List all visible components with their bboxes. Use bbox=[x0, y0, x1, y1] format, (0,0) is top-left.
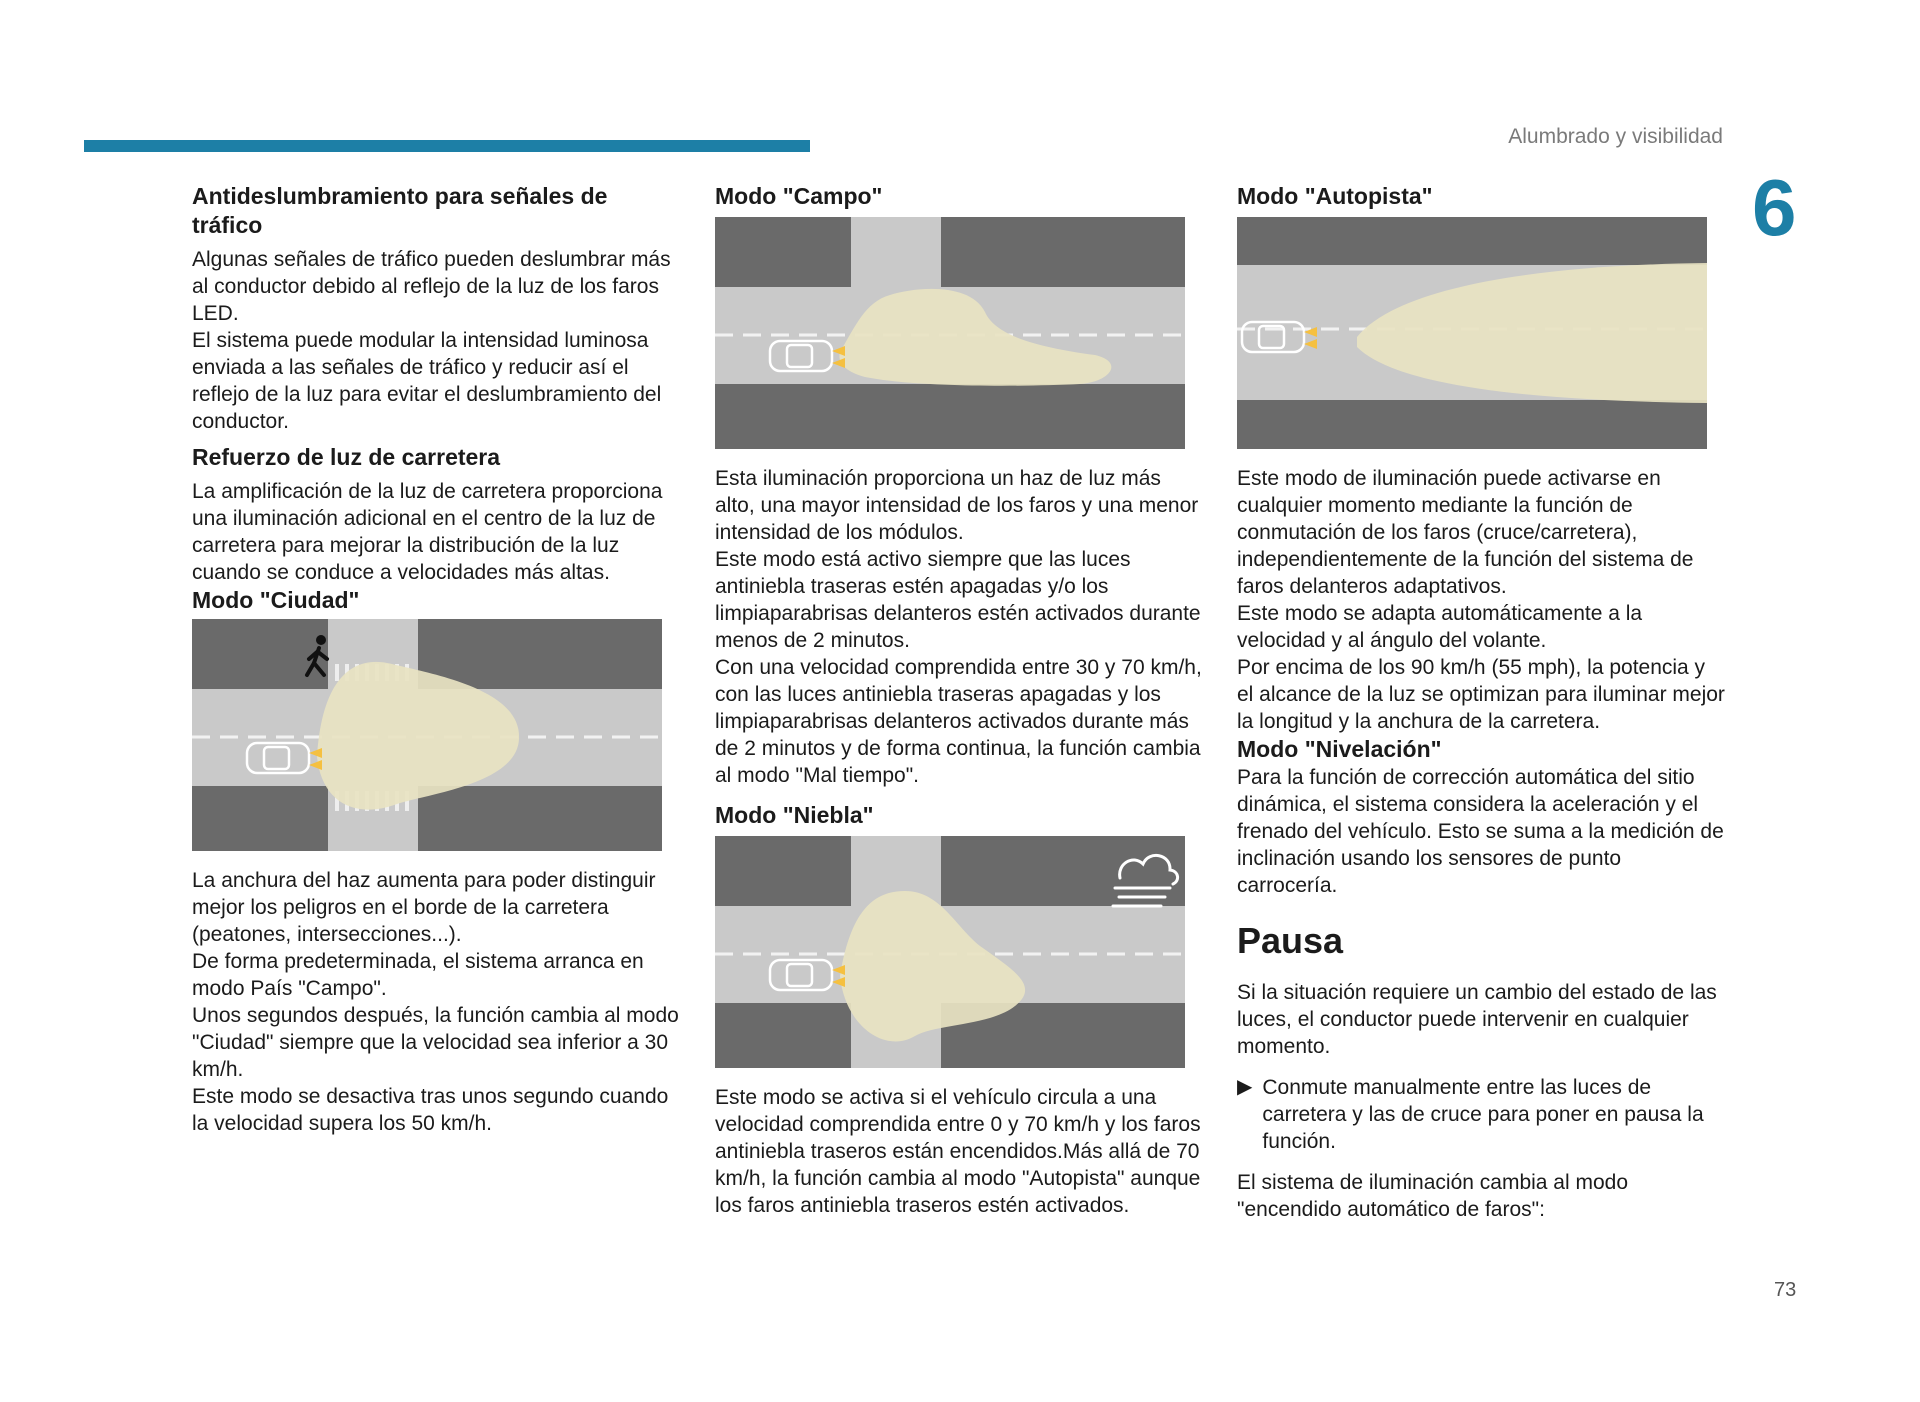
heading-modo-ciudad: Modo "Ciudad" bbox=[192, 587, 360, 613]
paragraph: Este modo se activa si el vehículo circula a una velocidad comprendida entre 0 y 70 km/h y los faros antiniebla traseros están encendidos.Más allá de 70 km/h, la función cambia al modo "Autopista" aunque los faros antiniebla traseros estén activados. bbox=[715, 1086, 1201, 1217]
heading-modo-campo: Modo "Campo" bbox=[715, 183, 883, 209]
column-right bbox=[1237, 182, 1727, 1223]
paragraph: Con una velocidad comprendida entre 30 y 70 km/h, con las luces antiniebla traseras apagadas y los limpiaparabrisas delanteros activados durante más de 2 minutos y de forma continua, la función cambia al modo "Mal tiempo". bbox=[715, 656, 1202, 787]
paragraph: El sistema de iluminación cambia al modo "encendido automático de faros": bbox=[1237, 1171, 1629, 1221]
paragraph: El sistema puede modular la intensidad luminosa enviada a las señales de tráfico y reducir así el reflejo de la luz para evitar el deslumbramiento del conductor. bbox=[192, 329, 662, 433]
paragraph: Si la situación requiere un cambio del estado de las luces, el conductor puede intervenir en cualquier momento. bbox=[1237, 981, 1717, 1058]
paragraph: Este modo está activo siempre que las luces antiniebla traseras estén apagadas y/o los limpiaparabrisas delanteros estén activados durante menos de 2 minutos. bbox=[715, 548, 1201, 652]
paragraph: La amplificación de la luz de carretera proporciona una iluminación adicional en el centro de la luz de carretera para mejorar la distribución de la luz cuando se conduce a velocidades más altas. bbox=[192, 480, 663, 584]
figure-modo-autopista bbox=[1237, 217, 1707, 449]
arrow-bullet-icon: ▶ bbox=[1237, 1076, 1253, 1098]
paragraph: Para la función de corrección automática del sitio dinámica, el sistema considera la aceleración y el frenado del vehículo. Esto se suma a la medición de inclinación usando los sensores de punto carrocería. bbox=[1237, 766, 1724, 897]
heading-modo-niebla: Modo "Niebla" bbox=[715, 802, 874, 828]
paragraph: Este modo se desactiva tras unos segundo cuando la velocidad supera los 50 km/h. bbox=[192, 1085, 669, 1135]
paragraph: La anchura del haz aumenta para poder distinguir mejor los peligros en el borde de la carretera (peatones, intersecciones...). bbox=[192, 869, 656, 946]
paragraph: De forma predeterminada, el sistema arranca en modo País "Campo". bbox=[192, 950, 644, 1000]
heading-modo-autopista: Modo "Autopista" bbox=[1237, 183, 1433, 209]
chapter-number: 6 bbox=[1752, 163, 1797, 252]
paragraph: Algunas señales de tráfico pueden deslumbrar más al conductor debido al reflejo de la luz de los faros LED. bbox=[192, 248, 671, 325]
paragraph: Unos segundos después, la función cambia al modo "Ciudad" siempre que la velocidad sea inferior a 30 km/h. bbox=[192, 1004, 679, 1081]
header-accent-bar bbox=[84, 140, 810, 152]
figure-modo-campo bbox=[715, 217, 1185, 449]
paragraph: Por encima de los 90 km/h (55 mph), la potencia y el alcance de la luz se optimizan para iluminar mejor la longitud y la anchura de la carretera. bbox=[1237, 656, 1725, 733]
bullet-text: Conmute manualmente entre las luces de carretera y las de cruce para poner en pausa la función. bbox=[1262, 1076, 1704, 1153]
column-left bbox=[192, 182, 682, 1137]
heading-pausa: Pausa bbox=[1237, 920, 1344, 961]
figure-modo-niebla bbox=[715, 836, 1185, 1068]
paragraph: Esta iluminación proporciona un haz de luz más alto, una mayor intensidad de los faros y una menor intensidad de los módulos. bbox=[715, 467, 1199, 544]
bullet-item bbox=[1237, 1074, 1727, 1155]
paragraph: Este modo se adapta automáticamente a la velocidad y al ángulo del volante. bbox=[1237, 602, 1643, 652]
heading-refuerzo: Refuerzo de luz de carretera bbox=[192, 444, 501, 470]
paragraph: Este modo de iluminación puede activarse en cualquier momento mediante la función de conmutación de los faros (cruce/carretera), independientemente de la función del sistema de faros delanteros adaptativos. bbox=[1237, 467, 1694, 598]
section-title: Alumbrado y visibilidad bbox=[1508, 125, 1723, 148]
column-middle bbox=[715, 182, 1205, 1219]
heading-modo-nivelacion: Modo "Nivelación" bbox=[1237, 736, 1442, 762]
figure-modo-ciudad bbox=[192, 619, 662, 851]
page-number: 73 bbox=[1774, 1279, 1797, 1301]
heading-antideslumbramiento: Antideslumbramiento para señales de tráfico bbox=[192, 183, 608, 238]
